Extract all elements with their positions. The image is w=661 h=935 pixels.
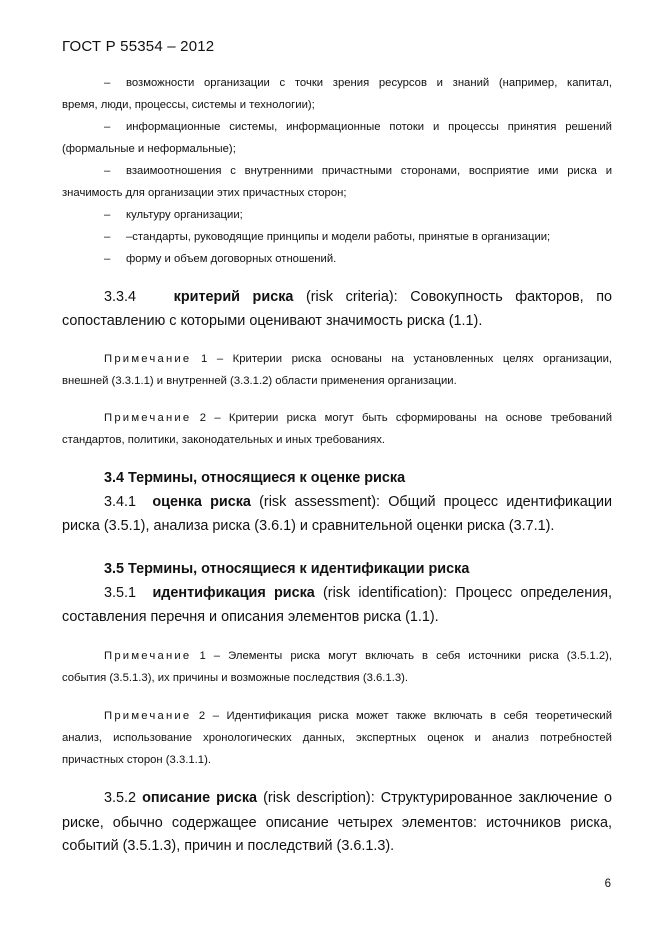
section-heading-3-5: 3.5 Термины, относящиеся к идентификации риска bbox=[104, 561, 470, 577]
list-item: – взаимоотношения с внутренними причастными сторонами, восприятие ими риска и bbox=[104, 165, 612, 177]
list-dash: – bbox=[104, 77, 111, 89]
list-item: – –стандарты, руководящие принципы и модели работы, принятые в организации; bbox=[104, 231, 551, 243]
term-definition-3-3-4: 3.3.4 критерий риска (risk criteria): Совокупность факторов, по bbox=[104, 289, 613, 305]
note: Примечание 2 – Критерии риска могут быть сформированы на основе требований bbox=[104, 412, 612, 424]
note-continuation: внешней (3.3.1.1) и внутренней (3.3.1.2) области применения организации. bbox=[62, 375, 457, 387]
page-number: 6 bbox=[604, 878, 611, 890]
term-name: оценка риска bbox=[152, 494, 251, 510]
term-definition-continuation: риске, обычно содержащее описание четырех элементов: источников риска, bbox=[62, 815, 612, 831]
note-continuation: причастных сторон (3.3.1.1). bbox=[62, 754, 211, 766]
list-item-continuation: значимость для организации этих причастных сторон; bbox=[62, 187, 347, 199]
list-item: – культуру организации; bbox=[104, 209, 243, 221]
term-name: критерий риска bbox=[173, 289, 294, 305]
list-item-continuation: (формальные и неформальные); bbox=[62, 143, 236, 155]
term-name: идентификация риска bbox=[152, 585, 315, 601]
note: Примечание 2 – Идентификация риска может также включать в себя теоретический bbox=[104, 710, 613, 722]
list-item-continuation: время, люди, процессы, системы и технологии); bbox=[62, 99, 315, 111]
term-name: описание риска bbox=[142, 790, 258, 806]
note: Примечание 1 – Элементы риска могут включать в себя источники риска (3.5.1.2), bbox=[104, 650, 613, 662]
term-definition-continuation: составления перечня и описания элементов риска (1.1). bbox=[62, 609, 439, 625]
term-definition-continuation: событий (3.5.1.3), причин и последствий (3.6.1.3). bbox=[62, 838, 395, 854]
term-definition-continuation: сопоставлению с которыми оценивают значимость риска (1.1). bbox=[62, 313, 483, 329]
note-continuation: стандартов, политики, законодательных и иных требованиях. bbox=[62, 434, 385, 446]
term-definition-continuation: риска (3.5.1), анализа риска (3.6.1) и сравнительной оценки риска (3.7.1). bbox=[62, 518, 555, 534]
section-heading-3-4: 3.4 Термины, относящиеся к оценке риска bbox=[104, 470, 406, 486]
list-item: – форму и объем договорных отношений. bbox=[104, 253, 337, 265]
term-definition-3-4-1: 3.4.1 оценка риска (risk assessment): Общий процесс идентификации bbox=[104, 494, 613, 510]
term-definition-3-5-2: 3.5.2 описание риска (risk description): Структурированное заключение о bbox=[104, 790, 613, 806]
term-definition-3-5-1: 3.5.1 идентификация риска (risk identification): Процесс определения, bbox=[104, 585, 613, 601]
list-item: – возможности организации с точки зрения ресурсов и знаний (например, капитал, bbox=[104, 72, 612, 94]
note-continuation: события (3.5.1.3), их причины и возможные последствия (3.6.1.3). bbox=[62, 672, 409, 684]
document-header: ГОСТ Р 55354 – 2012 bbox=[62, 38, 215, 55]
note: Примечание 1 – Критерии риска основаны на установленных целях организации, bbox=[104, 353, 613, 365]
list-item: – информационные системы, информационные потоки и процессы принятия решений bbox=[104, 121, 612, 133]
note-continuation: анализ, использование хронологических данных, экспертных оценок и анализ потребностей bbox=[62, 732, 612, 744]
